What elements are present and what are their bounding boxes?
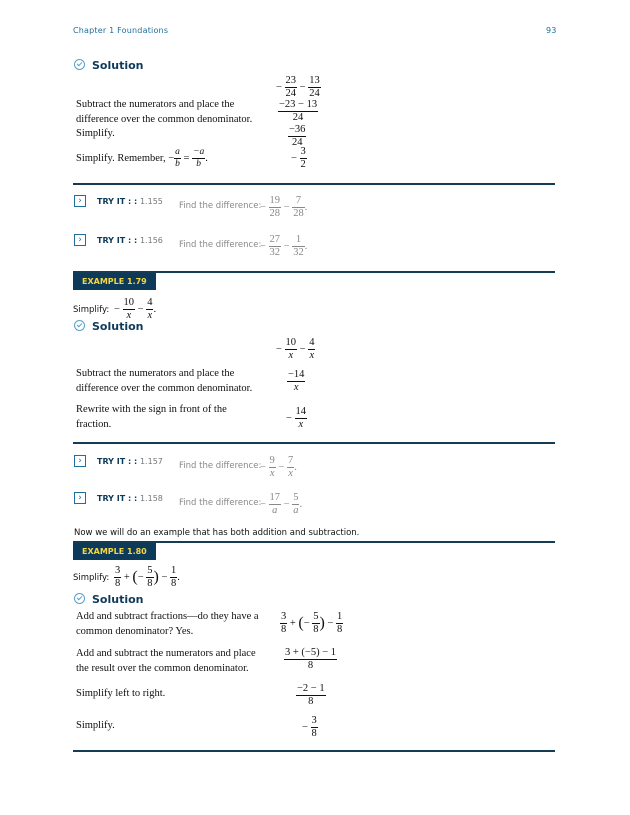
step-num: 3 [300,146,306,157]
ex-c-n: 1 [171,565,177,576]
ex-b-n: 5 [313,611,319,622]
try-d1: x [269,467,275,479]
try-d2: a [293,504,299,516]
ex-n2: 4 [147,297,153,308]
section-divider [73,183,555,185]
ex-c-d: 8 [337,623,343,635]
ex-c-n: 1 [337,611,343,622]
ex-d1: x [288,349,294,361]
remember-text: Simplify. Remember, [76,152,166,164]
try-it-number: 1.158 [139,494,163,503]
try-d2: 28 [293,207,304,219]
step-den: 8 [308,695,314,707]
try-it-number: 1.155 [139,197,163,206]
ex-a-d: 8 [281,623,287,635]
step-den: 24 [292,111,304,123]
try-d1: 28 [269,207,281,219]
rem-n2: −a [193,147,205,157]
step-text: Rewrite with the sign in front of the fraction. [76,404,227,430]
ex-a-d: 8 [114,577,121,589]
try-it-prompt: Find the difference: [179,240,262,250]
try-n2: 7 [287,455,294,466]
step-math [296,684,326,707]
solution-heading: Solution [92,320,144,333]
chapter-title: Chapter 1 Foundations [73,26,169,35]
check-icon [74,59,85,70]
solution-heading: Solution [92,59,144,72]
step-text-remember: Simplify. Remember, − $\frac{a}{b}$ = $\frac{-a}{b}$ . [76,147,208,169]
try-it-number: 1.156 [139,236,163,245]
try-n1: 9 [269,455,275,466]
step-den: x [293,381,299,393]
try-it-text: TRY IT : : [97,457,138,466]
try-it-label [97,197,163,206]
step-math: − $\frac{3}{2}$ [291,146,306,170]
check-icon [74,593,85,604]
section-divider [73,442,555,444]
step-num: 3 [311,715,317,726]
step-num: 14 [295,406,307,417]
try-d1: 32 [269,246,281,258]
try-n2: 1 [292,235,305,247]
step-den: 2 [300,158,306,170]
solution-heading: Solution [92,593,144,606]
ex-n1: 10 [123,297,135,308]
page-number: 93 [546,26,557,35]
try-it-text: TRY IT : : [97,494,138,503]
try-it-text: TRY IT : : [97,197,138,206]
step-num: −2 − 1 [297,683,325,694]
try-it-expression: − $\frac{27}{32}$ − $\frac{1}{32}$ . [260,234,308,258]
example79-expression: − $\frac{10}{x}$ − $\frac{4}{x}$ [276,337,315,361]
step-den: 24 [291,136,303,148]
b1-n1: 23 [285,75,297,86]
b1-n2: 13 [309,75,320,86]
try-n2: 7 [292,196,305,208]
chevron-right-icon[interactable]: › [74,195,86,207]
try-d1: a [272,504,278,516]
example-prompt: Simplify: $\frac{3}{8}$ + (− $\frac{5}{8}$ ) − $\frac{1}{8}$ . [73,565,180,589]
example-badge: EXAMPLE 1.79 [73,273,156,290]
chevron-right-icon[interactable]: › [74,455,86,467]
transition-text: Now we will do an example that has both addition and subtraction. [74,528,360,538]
example-prompt: Simplify: − $\frac{10}{x}$ − $\frac{4}{x}$ . [73,297,157,321]
step-den: x [298,418,304,430]
step-math [288,125,306,148]
b1-d2: 24 [309,87,320,99]
simplify-label: Simplify: [73,304,110,315]
step-den: 8 [307,659,314,671]
ex-a-n: 3 [114,565,121,576]
ex-b-d: 8 [147,577,153,589]
try-d2: 32 [293,246,304,258]
try-n1: 27 [269,234,281,245]
section-divider [73,750,555,752]
try-n1: 19 [269,195,281,206]
step-math [278,100,318,123]
rem-d2: b [196,158,202,169]
try-it-prompt: Find the difference: [179,461,262,471]
try-n2: 5 [293,492,299,503]
step-den: 8 [311,727,317,739]
try-it-prompt: Find the difference: [179,201,262,211]
ex-b-n: 5 [147,565,153,576]
step-text: Add and subtract fractions—do they have a common denominator? Yes. [76,611,259,637]
ex-d1: x [126,309,132,321]
step-math [287,370,305,393]
ex-b-d: 8 [313,623,319,635]
ex-n1: 10 [285,337,297,348]
ex-d2: x [309,349,315,361]
rem-d1: b [175,158,180,169]
try-it-prompt: Find the difference: [179,498,262,508]
try-it-text: TRY IT : : [97,236,138,245]
try-n1: 17 [269,492,281,503]
simplify-label: Simplify: [73,572,110,583]
step-text: Subtract the numerators and place the difference over the common denominator. [76,99,253,125]
try-it-label [97,236,163,245]
example80-expression: $\frac{3}{8}$ + (− $\frac{5}{8}$ ) − $\frac{1}{8}$ [281,611,343,635]
step-math: − $\frac{14}{x}$ [286,406,307,430]
ex-c-d: 8 [171,577,177,589]
step-num: 3 + (−5) − 1 [285,647,337,658]
step-num: −14 [288,369,305,380]
try-it-label [97,457,163,466]
ex-d2: x [147,309,153,321]
ex-a-n: 3 [281,611,287,622]
ex-n2: 4 [309,337,315,348]
step-num: −23 − 13 [279,99,318,110]
step-text: Simplify. [76,128,115,139]
step-math [284,648,337,671]
rem-n1: a [175,147,180,157]
try-it-expression: − $\frac{17}{a}$ − $\frac{5}{a}$ . [260,492,303,516]
chevron-right-icon[interactable]: › [74,234,86,246]
try-it-number: 1.157 [139,457,163,466]
step-text: Add and subtract the numerators and place the result over the common denominator. [76,648,256,674]
try-it-expression: − $\frac{19}{28}$ − $\frac{7}{28}$ . [260,195,308,219]
step-num: −36 [289,124,306,135]
example-badge: EXAMPLE 1.80 [73,543,156,560]
step-text: Subtract the numerators and place the difference over the common denominator. [76,368,253,394]
try-it-expression: − $\frac{9}{x}$ − $\frac{7}{x}$ . [260,455,297,479]
check-icon [74,320,85,331]
try-it-label [97,494,163,503]
chevron-right-icon[interactable]: › [74,492,86,504]
block1-expression: − $\frac{23}{24}$ − $\frac{13}{24}$ [276,75,320,99]
try-d2: x [288,467,293,479]
step-text: Simplify left to right. [76,688,166,699]
step-text: Simplify. [76,720,115,731]
b1-d1: 24 [285,87,297,99]
step-math: − $\frac{3}{8}$ [302,715,317,739]
